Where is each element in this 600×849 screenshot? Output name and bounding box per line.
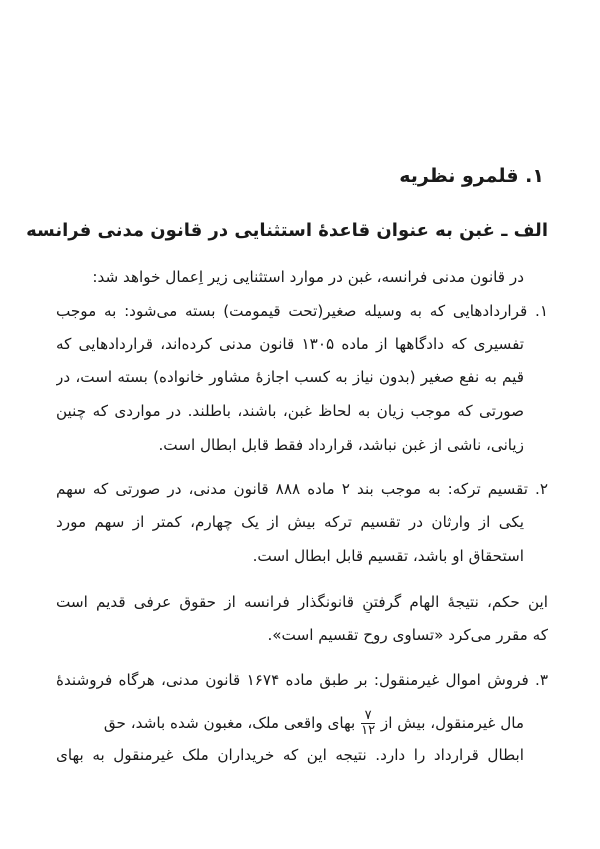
item3-line3: ابطال قرارداد را دارد. نتیجه این که خریداران ملک غیرمنقول به بهای <box>56 746 524 764</box>
item1-line2: تفسیری که دادگاهها از ماده ۱۳۰۵ قانون مدنی کرده‌اند، قراردادهایی که <box>56 335 524 353</box>
item3-line2-before: مال غیرمنقول، بیش از <box>380 714 524 732</box>
note-line1: این حکم، نتیجهٔ الهام گرفتنِ قانونگذار فرانسه از حقوق عرفی قدیم است <box>56 593 548 611</box>
item2-line1: ۲. تقسیم ترکه: به موجب بند ۲ ماده ۸۸۸ قانون مدنی، در صورتی که سهم <box>56 480 548 498</box>
intro-paragraph: در قانون مدنی فرانسه، غبن در موارد استثنایی زیر اِعمال خواهد شد: <box>92 268 524 286</box>
note-line2: که مقرر می‌کرد «تساوی روح تقسیم است». <box>267 626 548 644</box>
item1-line4: صورتی که موجب زیان به لحاظ غبن، باشند، باطلند. در مواردی که چنین <box>56 402 524 420</box>
item3-line1: ۳. فروش اموال غیرمنقول: بر طبق ماده ۱۶۷۴ قانون مدنی، هرگاه فروشندهٔ <box>56 671 548 689</box>
section-heading: ۱. قلمرو نظریه <box>399 165 544 187</box>
fraction-denominator: ۱۲ <box>361 723 376 738</box>
subsection-heading: الف ـ غبن به عنوان قاعدهٔ استثنایی در قانون مدنی فرانسه <box>26 220 548 241</box>
item1-line1: ۱. قراردادهایی که به وسیله صغیر(تحت قیمومت) بسته می‌شود: به موجب <box>56 302 548 320</box>
item1-line5: زیانی، ناشی از غبن نباشد، قرارداد فقط قابل ابطال است. <box>158 436 524 454</box>
item2-line3: استحقاق او باشد، تقسیم قابل ابطال است. <box>252 547 524 565</box>
item3-line2-after: بهای واقعی ملک، مغبون شده باشد، حق <box>103 714 356 732</box>
fraction-numerator: ۷ <box>361 709 375 724</box>
item2-line2: یکی از وارثان در تقسیم ترکه بیش از یک چهارم، کمتر از سهم مورد <box>56 513 524 531</box>
item1-line3: قیم به نفع صغیر (بدون نیاز به کسب اجازهٔ مشاور خانواده) بسته است، در <box>56 368 524 386</box>
fraction-seven-twelfths <box>360 709 376 738</box>
item3-line2 <box>56 706 524 742</box>
